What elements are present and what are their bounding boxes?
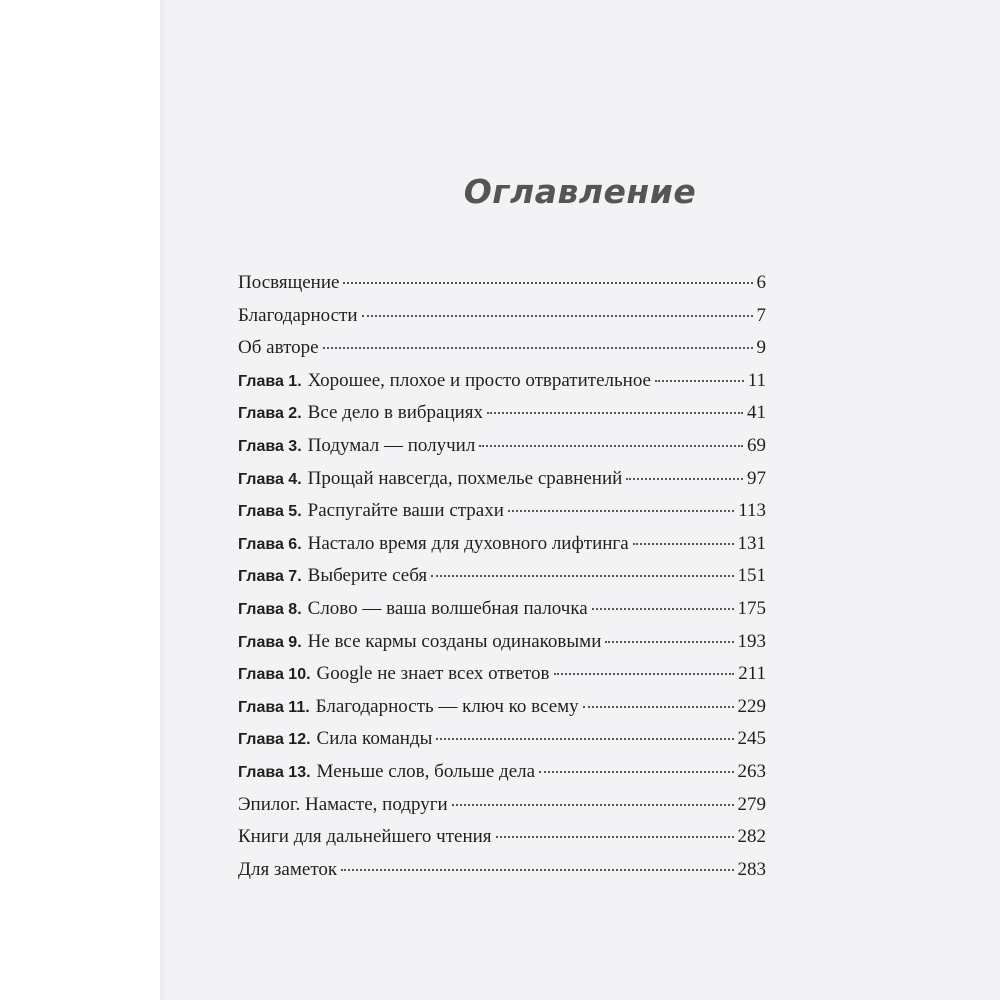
toc-entry [238, 826, 766, 859]
toc-dot-leader [592, 608, 734, 610]
toc-entry-chapter: Глава 13. [238, 763, 311, 781]
toc-entry-chapter: Глава 7. [238, 568, 302, 586]
toc-entry-page-number: 6 [756, 272, 766, 293]
toc-entry-title: Благодарности [238, 304, 358, 326]
toc-dot-leader [323, 347, 753, 349]
toc-entry-chapter: Глава 11. [238, 698, 310, 716]
page-title: Оглавление [463, 172, 697, 211]
toc-entry [238, 859, 766, 892]
toc-entry-chapter: Глава 9. [238, 633, 302, 651]
toc-entry-chapter: Глава 10. [238, 666, 311, 684]
toc-dot-leader [626, 478, 743, 480]
toc-entry-chapter: Глава 6. [238, 535, 302, 553]
toc-dot-leader [431, 575, 733, 577]
toc-dot-leader [479, 445, 743, 447]
toc-entry-page-number: 229 [737, 695, 766, 717]
toc-dot-leader [496, 836, 734, 838]
toc-entry-page-number: 211 [738, 663, 766, 685]
toc-entry [238, 533, 766, 566]
toc-entry-title: Сила команды [316, 728, 433, 750]
toc-entry-title: Распугайте ваши страхи [307, 500, 504, 522]
toc-entry-chapter: Глава 2. [238, 405, 302, 423]
toc-entry-title: Настало время для духовного лифтинга [307, 532, 629, 554]
toc-dot-leader [508, 510, 734, 512]
toc-entry-title: Выберите себя [307, 565, 428, 587]
toc-entry-title: Для заметок [238, 858, 338, 880]
toc-entry-title: Меньше слов, больше дела [316, 760, 536, 782]
toc-entry-title: Слово — ваша волшебная палочка [307, 597, 588, 619]
toc-entry [238, 598, 766, 631]
toc-dot-leader [583, 706, 734, 708]
toc-entry [238, 631, 766, 664]
toc-entry-title: Благодарность — ключ ко всему [315, 695, 579, 717]
toc-entry [238, 272, 766, 305]
toc-entry-title: Не все кармы созданы одинаковыми [307, 630, 602, 652]
toc-dot-leader [487, 412, 743, 414]
toc-entry [238, 305, 766, 338]
toc-entry [238, 663, 766, 696]
toc-entry [238, 565, 766, 598]
toc-entry [238, 696, 766, 729]
toc-entry [238, 794, 766, 827]
toc-entry-page-number: 151 [737, 565, 766, 587]
toc-entry-page-number: 193 [737, 630, 766, 652]
toc-entry-title: Хорошее, плохое и просто отвратительное [307, 369, 651, 391]
toc-entry-page-number: 7 [756, 304, 766, 326]
toc-entry [238, 761, 766, 794]
toc-entry [238, 402, 766, 435]
toc-entry-chapter: Глава 12. [238, 731, 311, 749]
toc-entry-page-number: 9 [756, 337, 766, 359]
toc-dot-leader [436, 738, 733, 740]
toc-entry [238, 435, 766, 468]
toc-entry-title: Прощай навсегда, похмелье сравнений [307, 467, 623, 489]
toc-entry-page-number: 282 [737, 826, 766, 848]
toc-dot-leader [633, 543, 734, 545]
toc-entry-page-number: 131 [737, 532, 766, 554]
toc-entry [238, 500, 766, 533]
toc-dot-leader [655, 380, 744, 382]
toc-dot-leader [605, 641, 733, 643]
toc-entry-chapter: Глава 5. [238, 503, 302, 521]
table-of-contents [238, 272, 766, 891]
toc-entry-title: Об авторе [238, 337, 319, 359]
toc-entry-title: Все дело в вибрациях [307, 402, 484, 424]
toc-entry-title: Книги для дальнейшего чтения [238, 826, 492, 848]
toc-entry [238, 337, 766, 370]
toc-dot-leader [554, 673, 735, 675]
toc-entry-page-number: 41 [747, 402, 766, 424]
toc-dot-leader [452, 804, 734, 806]
toc-entry-title: Посвящение [238, 272, 340, 293]
toc-entry-chapter: Глава 1. [238, 372, 302, 390]
toc-entry-page-number: 263 [737, 760, 766, 782]
toc-entry [238, 370, 766, 403]
toc-entry-chapter: Глава 3. [238, 437, 302, 455]
toc-entry-title: Google не знает всех ответов [316, 663, 550, 685]
toc-entry [238, 468, 766, 501]
toc-entry-chapter: Глава 8. [238, 600, 302, 618]
toc-entry-page-number: 11 [747, 369, 766, 391]
toc-entry-chapter: Глава 4. [238, 470, 302, 488]
toc-entry [238, 728, 766, 761]
toc-dot-leader [343, 282, 752, 284]
toc-entry-page-number: 113 [738, 500, 766, 522]
toc-entry-page-number: 97 [747, 467, 766, 489]
toc-dot-leader [362, 315, 753, 317]
toc-dot-leader [341, 869, 733, 871]
toc-entry-title: Эпилог. Намасте, подруги [238, 793, 448, 815]
toc-entry-page-number: 175 [737, 597, 766, 619]
toc-entry-page-number: 69 [747, 434, 766, 456]
toc-entry-page-number: 245 [737, 728, 766, 750]
toc-entry-title: Подумал — получил [307, 434, 476, 456]
toc-entry-page-number: 279 [737, 793, 766, 815]
toc-dot-leader [539, 771, 733, 773]
toc-entry-page-number: 283 [737, 858, 766, 880]
